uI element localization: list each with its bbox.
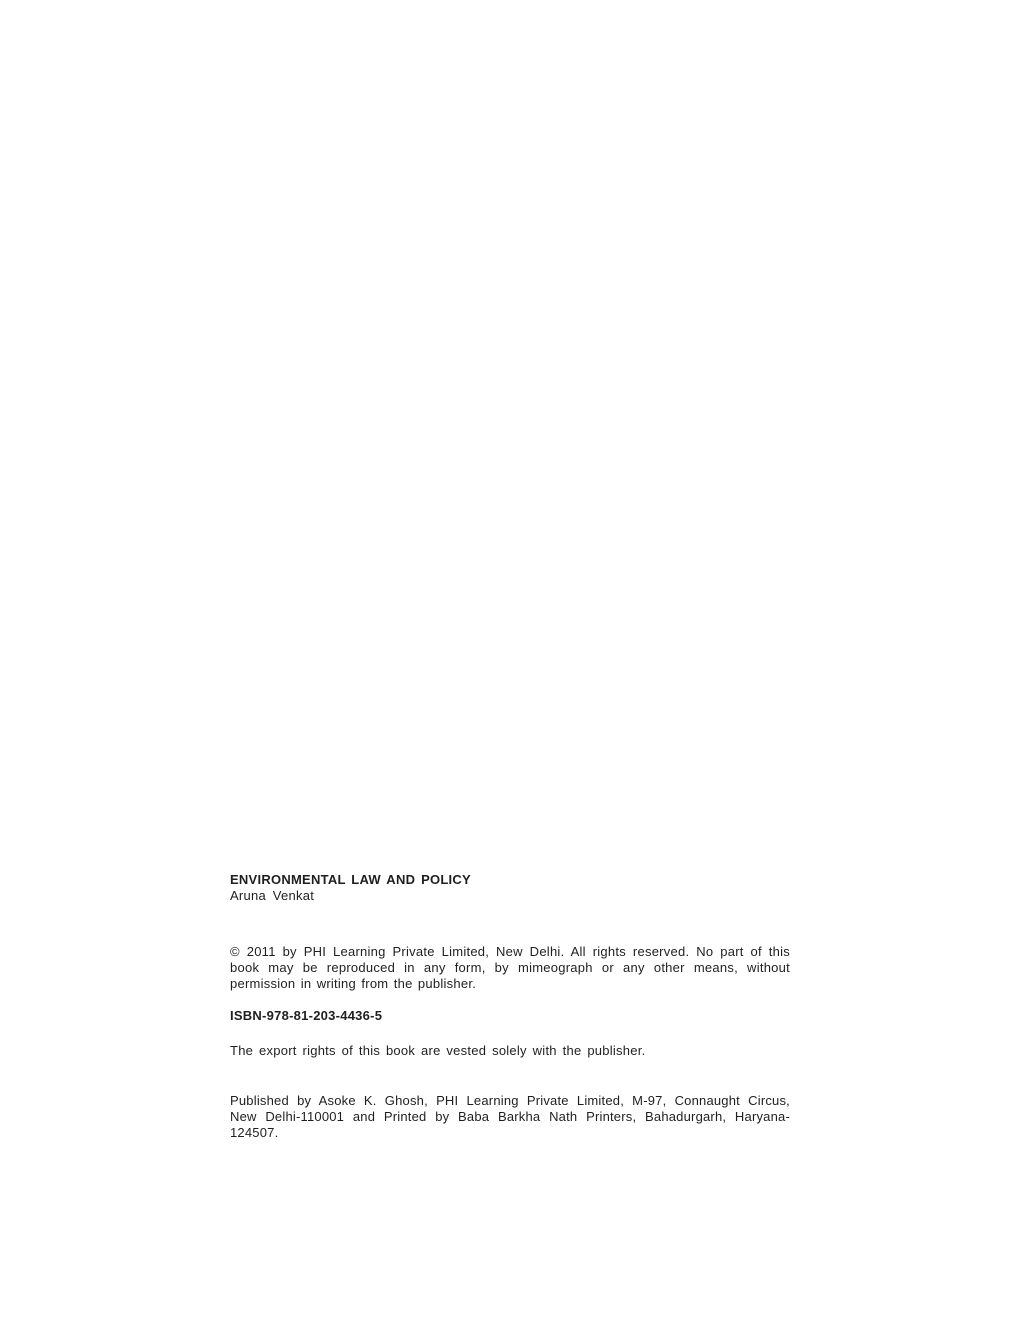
isbn-number: ISBN-978-81-203-4436-5 <box>230 1008 383 1023</box>
book-author: Aruna Venkat <box>230 888 315 903</box>
copyright-notice: © 2011 by PHI Learning Private Limited, New Delhi. All rights reserved. No part of this book may be reproduced in any form, by mimeograph or any other means, without permission in writing from the publisher. <box>230 944 790 991</box>
book-title: ENVIRONMENTAL LAW AND POLICY <box>230 872 471 887</box>
export-rights-notice: The export rights of this book are vested solely with the publisher. <box>230 1043 646 1058</box>
imprint-block <box>230 872 790 1141</box>
publisher-line: Published by Asoke K. Ghosh, PHI Learning Private Limited, M-97, Connaught Circus, <box>230 1093 790 1108</box>
printer-line: New Delhi-110001 and Printed by Baba Barkha Nath Printers, Bahadurgarh, Haryana-124507. <box>230 1109 790 1140</box>
publisher-printer-info <box>230 1093 790 1141</box>
